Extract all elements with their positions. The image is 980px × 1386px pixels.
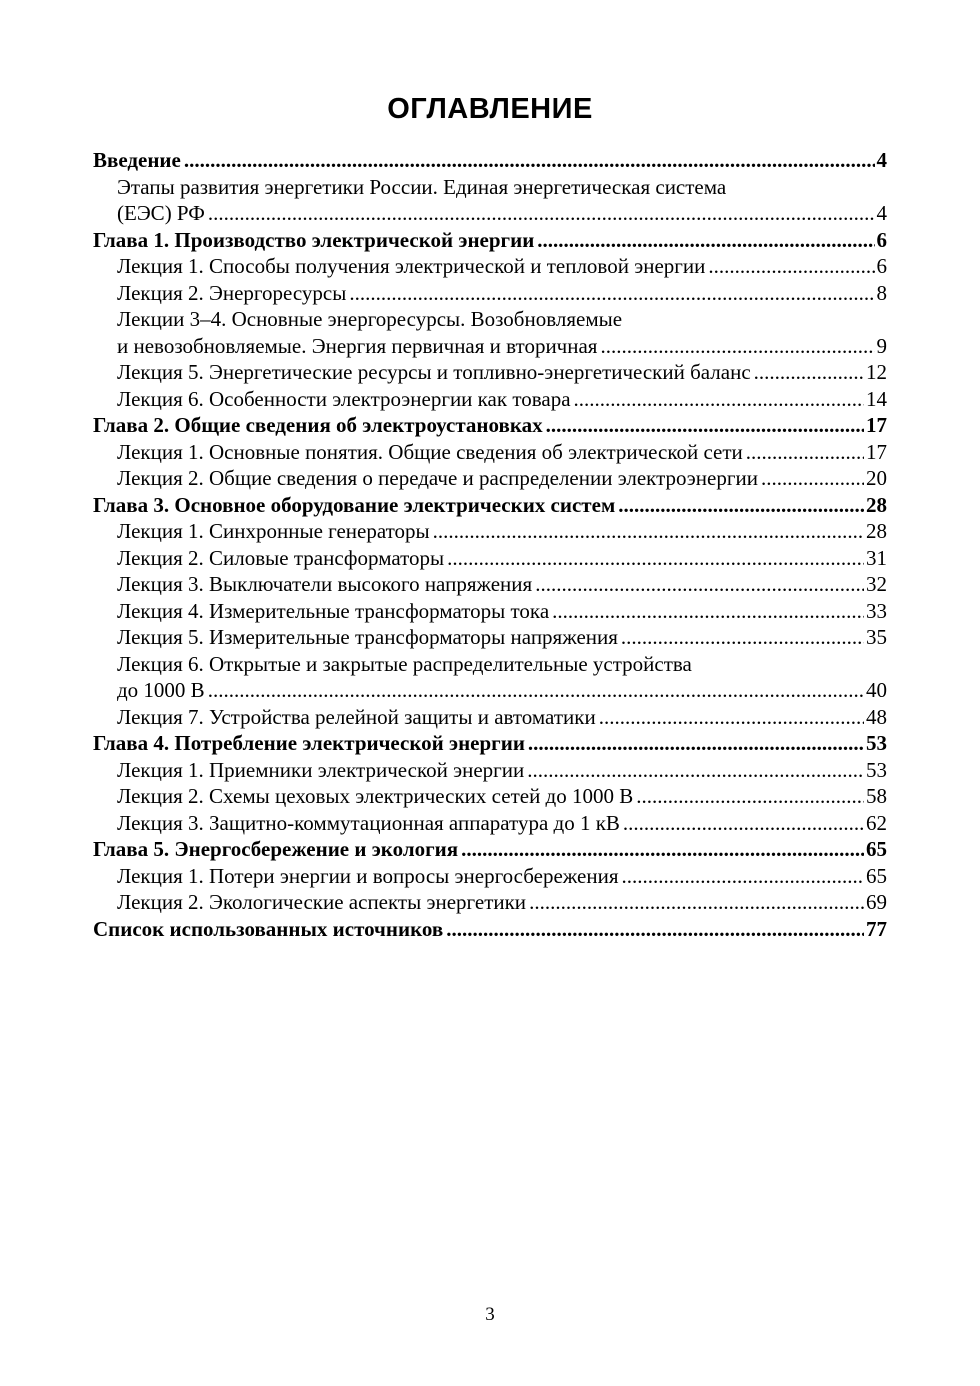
toc-entry-title-line1[interactable]: Лекция 6. Открытые и закрытые распределительные устройства — [117, 651, 692, 676]
toc-entry-page: 33 — [866, 598, 887, 623]
toc-leader-dots — [600, 333, 874, 360]
toc-entry-page: 4 — [876, 148, 887, 172]
toc-leader-dots — [461, 836, 864, 863]
toc-leader-dots — [761, 465, 864, 492]
toc-entry-page: 65 — [866, 837, 887, 861]
toc-lecture-2-2[interactable] — [93, 465, 887, 492]
toc-entry-title: Лекция 3. Выключатели высокого напряжения — [117, 572, 533, 596]
toc-entry-title-line1[interactable]: Этапы развития энергетики России. Единая энергетическая система — [117, 174, 727, 199]
toc-entry-title: Лекция 5. Измерительные трансформаторы напряжения — [117, 625, 618, 649]
toc-leader-dots — [708, 253, 874, 280]
toc-lecture-3-5[interactable] — [93, 624, 887, 651]
toc-entry-page: 65 — [866, 863, 887, 888]
toc-leader-dots — [746, 439, 864, 466]
toc-leader-dots — [552, 598, 864, 625]
toc-entry-page: 53 — [866, 731, 887, 755]
toc-leader-dots — [546, 412, 864, 439]
toc-entry-page: 53 — [866, 757, 887, 782]
toc-entry-title: Глава 4. Потребление электрической энергии — [93, 731, 525, 755]
toc-entry-page: 40 — [866, 678, 887, 702]
toc-entry-title-line2: (ЕЭС) РФ — [117, 201, 205, 225]
toc-entry-title: Лекция 2. Силовые трансформаторы — [117, 545, 445, 570]
toc-entry-title: Глава 1. Производство электрической энергии — [93, 227, 535, 252]
toc-entry-page: 28 — [866, 519, 887, 543]
toc-chapter-3[interactable] — [93, 492, 887, 519]
toc-leader-dots — [447, 545, 864, 572]
toc-entry-title: Лекция 4. Измерительные трансформаторы тока — [117, 598, 550, 623]
toc-leader-dots — [529, 889, 864, 916]
toc-entry-title: Лекция 1. Способы получения электрической и тепловой энергии — [117, 254, 706, 278]
toc-entry-page: 20 — [866, 466, 887, 490]
toc-leader-dots — [621, 624, 864, 651]
toc-entry-title: Список использованных источников — [93, 916, 444, 941]
toc-leader-dots — [537, 227, 874, 254]
toc-lecture-3-6[interactable] — [93, 677, 887, 704]
toc-entry-page: 62 — [866, 810, 887, 835]
toc-entry-page: 8 — [876, 280, 887, 305]
toc-leader-dots — [574, 386, 864, 413]
toc-entry-page: 12 — [866, 360, 887, 384]
toc-lecture-5-2[interactable] — [93, 889, 887, 916]
toc-entry-page: 9 — [876, 333, 887, 358]
toc-entry-page: 35 — [866, 625, 887, 649]
toc-chapter-2[interactable] — [93, 412, 887, 439]
toc-leader-dots — [349, 280, 874, 307]
toc-lecture-4-3[interactable] — [93, 810, 887, 837]
toc-leader-dots — [184, 147, 875, 174]
toc-lecture-1-3-4[interactable] — [93, 333, 887, 360]
toc-entry-title-line2: и невозобновляемые. Энергия первичная и вторичная — [117, 333, 598, 358]
toc-lecture-1-5[interactable] — [93, 359, 887, 386]
toc-leader-dots — [208, 200, 875, 227]
table-of-contents — [93, 147, 887, 942]
toc-entry-title: Лекция 2. Схемы цеховых электрических сетей до 1000 В — [117, 784, 634, 808]
toc-leader-dots — [623, 810, 864, 837]
toc-lecture-1-2[interactable] — [93, 280, 887, 307]
toc-entry-title: Введение — [93, 148, 181, 172]
toc-entry-page: 17 — [866, 413, 887, 437]
toc-entry-page: 77 — [866, 916, 887, 941]
toc-lecture-3-2[interactable] — [93, 545, 887, 572]
toc-entry-title: Глава 5. Энергосбережение и экология — [93, 837, 459, 861]
toc-entry-introduction[interactable] — [93, 147, 887, 174]
toc-entry-title: Лекция 1. Потери энергии и вопросы энергосбережения — [117, 863, 619, 888]
page-title: ОГЛАВЛЕНИЕ — [387, 93, 593, 125]
toc-entry-page: 4 — [876, 201, 887, 225]
toc-chapter-5[interactable] — [93, 836, 887, 863]
toc-lecture-4-2[interactable] — [93, 783, 887, 810]
toc-chapter-1[interactable] — [93, 227, 887, 254]
toc-entry-page: 14 — [866, 386, 887, 411]
toc-entry-title: Лекция 1. Приемники электрической энергии — [117, 757, 525, 782]
toc-entry-title: Лекция 2. Энергоресурсы — [117, 280, 347, 305]
toc-leader-dots — [527, 757, 864, 784]
toc-leader-dots — [618, 492, 864, 519]
toc-entry-title: Лекция 2. Общие сведения о передаче и распределении электроэнергии — [117, 466, 758, 490]
toc-leader-dots — [446, 916, 864, 943]
toc-entry-ees-stages[interactable] — [93, 200, 887, 227]
toc-entry-title: Лекция 3. Защитно-коммутационная аппаратура до 1 кВ — [117, 810, 620, 835]
toc-chapter-4[interactable] — [93, 730, 887, 757]
toc-lecture-3-1[interactable] — [93, 518, 887, 545]
toc-leader-dots — [528, 730, 864, 757]
toc-leader-dots — [208, 677, 864, 704]
toc-leader-dots — [636, 783, 864, 810]
toc-entry-title-line1[interactable]: Лекции 3–4. Основные энергоресурсы. Возобновляемые — [117, 307, 623, 331]
toc-entry-title: Глава 2. Общие сведения об электроустановках — [93, 413, 543, 437]
toc-lecture-3-7[interactable] — [93, 704, 887, 731]
toc-references[interactable] — [93, 916, 887, 943]
toc-lecture-2-1[interactable] — [93, 439, 887, 466]
toc-entry-page: 6 — [876, 227, 887, 252]
toc-entry-page: 28 — [866, 492, 887, 517]
toc-entry-page: 6 — [876, 254, 887, 278]
toc-entry-title: Глава 3. Основное оборудование электрических систем — [93, 492, 616, 517]
toc-entry-page: 31 — [866, 545, 887, 570]
toc-lecture-4-1[interactable] — [93, 757, 887, 784]
toc-leader-dots — [433, 518, 864, 545]
toc-lecture-5-1[interactable] — [93, 863, 887, 890]
toc-entry-page: 69 — [866, 890, 887, 914]
toc-entry-page: 32 — [866, 572, 887, 596]
toc-entry-title: Лекция 7. Устройства релейной защиты и автоматики — [117, 704, 596, 729]
toc-leader-dots — [622, 863, 865, 890]
toc-entry-title: Лекция 1. Основные понятия. Общие сведения об электрической сети — [117, 439, 743, 464]
toc-entry-title: Лекция 1. Синхронные генераторы — [117, 519, 430, 543]
toc-lecture-3-3[interactable] — [93, 571, 887, 598]
toc-lecture-3-4[interactable] — [93, 598, 887, 625]
toc-entry-title: Лекция 5. Энергетические ресурсы и топливно-энергетический баланс — [117, 360, 751, 384]
toc-entry-title: Лекция 6. Особенности электроэнергии как товара — [117, 386, 571, 411]
toc-lecture-1-1[interactable] — [93, 253, 887, 280]
toc-leader-dots — [599, 704, 864, 731]
toc-entry-page: 58 — [866, 784, 887, 808]
toc-lecture-1-6[interactable] — [93, 386, 887, 413]
toc-entry-page: 48 — [866, 704, 887, 729]
toc-entry-title: Лекция 2. Экологические аспекты энергетики — [117, 890, 527, 914]
toc-entry-title-line2: до 1000 В — [117, 678, 205, 702]
toc-entry-page: 17 — [866, 439, 887, 464]
toc-leader-dots — [535, 571, 864, 598]
toc-leader-dots — [754, 359, 864, 386]
page-number: 3 — [485, 1304, 495, 1325]
